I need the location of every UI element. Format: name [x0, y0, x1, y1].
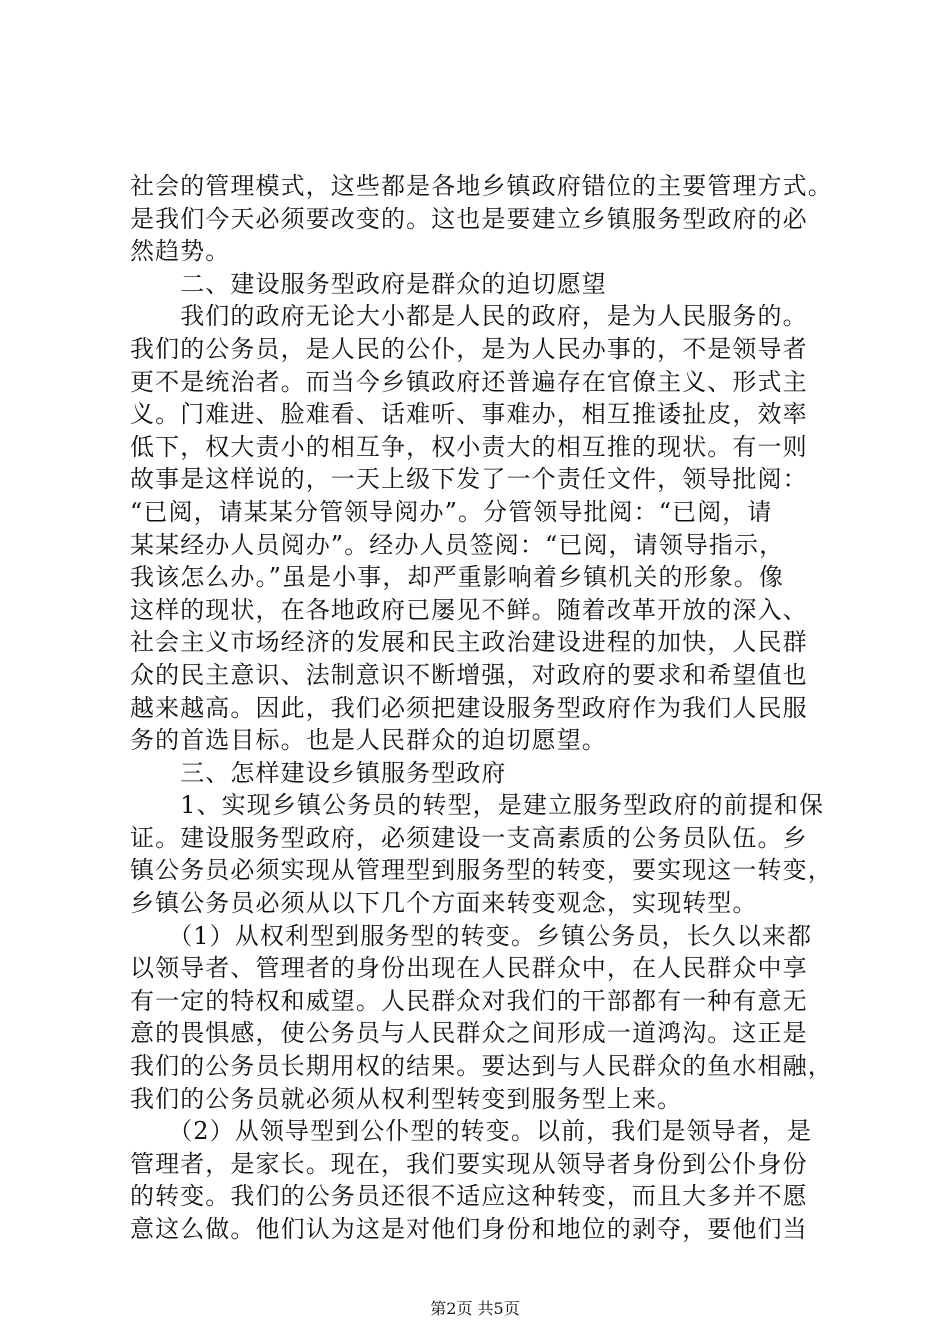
text-line: 低下，权大责小的相互争，权小责大的相互推的现状。有一则 [130, 432, 808, 461]
text-line: 越来越高。因此，我们必须把建设服务型政府作为我们人民服 [130, 693, 808, 722]
text-line: 证。建设服务型政府，必须建设一支高素质的公务员队伍。乡 [130, 823, 808, 852]
text-line: 意的畏惧感，使公务员与人民群众之间形成一道鸿沟。这正是 [130, 1019, 808, 1048]
text-line: 我们的公务员长期用权的结果。要达到与人民群众的鱼水相融， [130, 1052, 833, 1081]
text-line: 的转变。我们的公务员还很不适应这种转变，而且大多并不愿 [130, 1182, 808, 1211]
text-line: 众的民主意识、法制意识不断增强，对政府的要求和希望值也 [130, 660, 808, 689]
text-line: （1）从权利型到服务型的转变。乡镇公务员，长久以来都 [130, 921, 813, 950]
text-line: 镇公务员必须实现从管理型到服务型的转变，要实现这一转变， [130, 856, 833, 885]
text-line: 以领导者、管理者的身份出现在人民群众中，在人民群众中享 [130, 954, 808, 983]
text-line: “已阅，请某某分管领导阅办”。分管领导批阅：“已阅，请 [130, 497, 773, 526]
text-line: 某某经办人员阅办”。经办人员签阅：“已阅，请领导指示， [130, 530, 785, 559]
page-number-footer: 第2页 共5页 [430, 1299, 520, 1318]
text-line: 是我们今天必须要改变的。这也是要建立乡镇服务型政府的必 [130, 204, 808, 233]
text-line: 这样的现状，在各地政府已屡见不鲜。随着改革开放的深入、 [130, 595, 808, 624]
section-heading: 三、怎样建设乡镇服务型政府 [130, 758, 507, 787]
text-line: 管理者，是家长。现在，我们要实现从领导者身份到公仆身份 [130, 1149, 808, 1178]
text-line: 我们的公务员，是人民的公仆，是为人民办事的，不是领导者 [130, 334, 808, 363]
text-line: 义。门难进、脸难看、话难听、事难办，相互推诿扯皮，效率 [130, 400, 808, 429]
text-line: 乡镇公务员必须从以下几个方面来转变观念，实现转型。 [130, 889, 758, 918]
text-line: 我们的公务员就必须从权利型转变到服务型上来。 [130, 1084, 683, 1113]
document-body [130, 170, 833, 1246]
text-line: 1、实现乡镇公务员的转型，是建立服务型政府的前提和保 [130, 791, 825, 820]
section-heading: 二、建设服务型政府是群众的迫切愿望 [130, 269, 607, 298]
text-line: 我们的政府无论大小都是人民的政府，是为人民服务的。 [130, 302, 808, 331]
text-line: 更不是统治者。而当今乡镇政府还普遍存在官僚主义、形式主 [130, 367, 808, 396]
text-line: 我该怎么办。”虽是小事，却严重影响着乡镇机关的形象。像 [130, 563, 784, 592]
text-line: 然趋势。 [130, 237, 231, 266]
text-line: 社会主义市场经济的发展和民主政治建设进程的加快，人民群 [130, 628, 808, 657]
text-line: 有一定的特权和威望。人民群众对我们的干部都有一种有意无 [130, 986, 808, 1015]
text-line: 故事是这样说的，一天上级下发了一个责任文件，领导批阅： [130, 465, 808, 494]
text-line: 意这么做。他们认为这是对他们身份和地位的剥夺，要他们当 [130, 1215, 808, 1243]
text-line: 务的首选目标。也是人民群众的迫切愿望。 [130, 726, 607, 755]
text-line: （2）从领导型到公仆型的转变。以前，我们是领导者，是 [130, 1117, 813, 1146]
text-line: 社会的管理模式，这些都是各地乡镇政府错位的主要管理方式。 [130, 172, 833, 200]
